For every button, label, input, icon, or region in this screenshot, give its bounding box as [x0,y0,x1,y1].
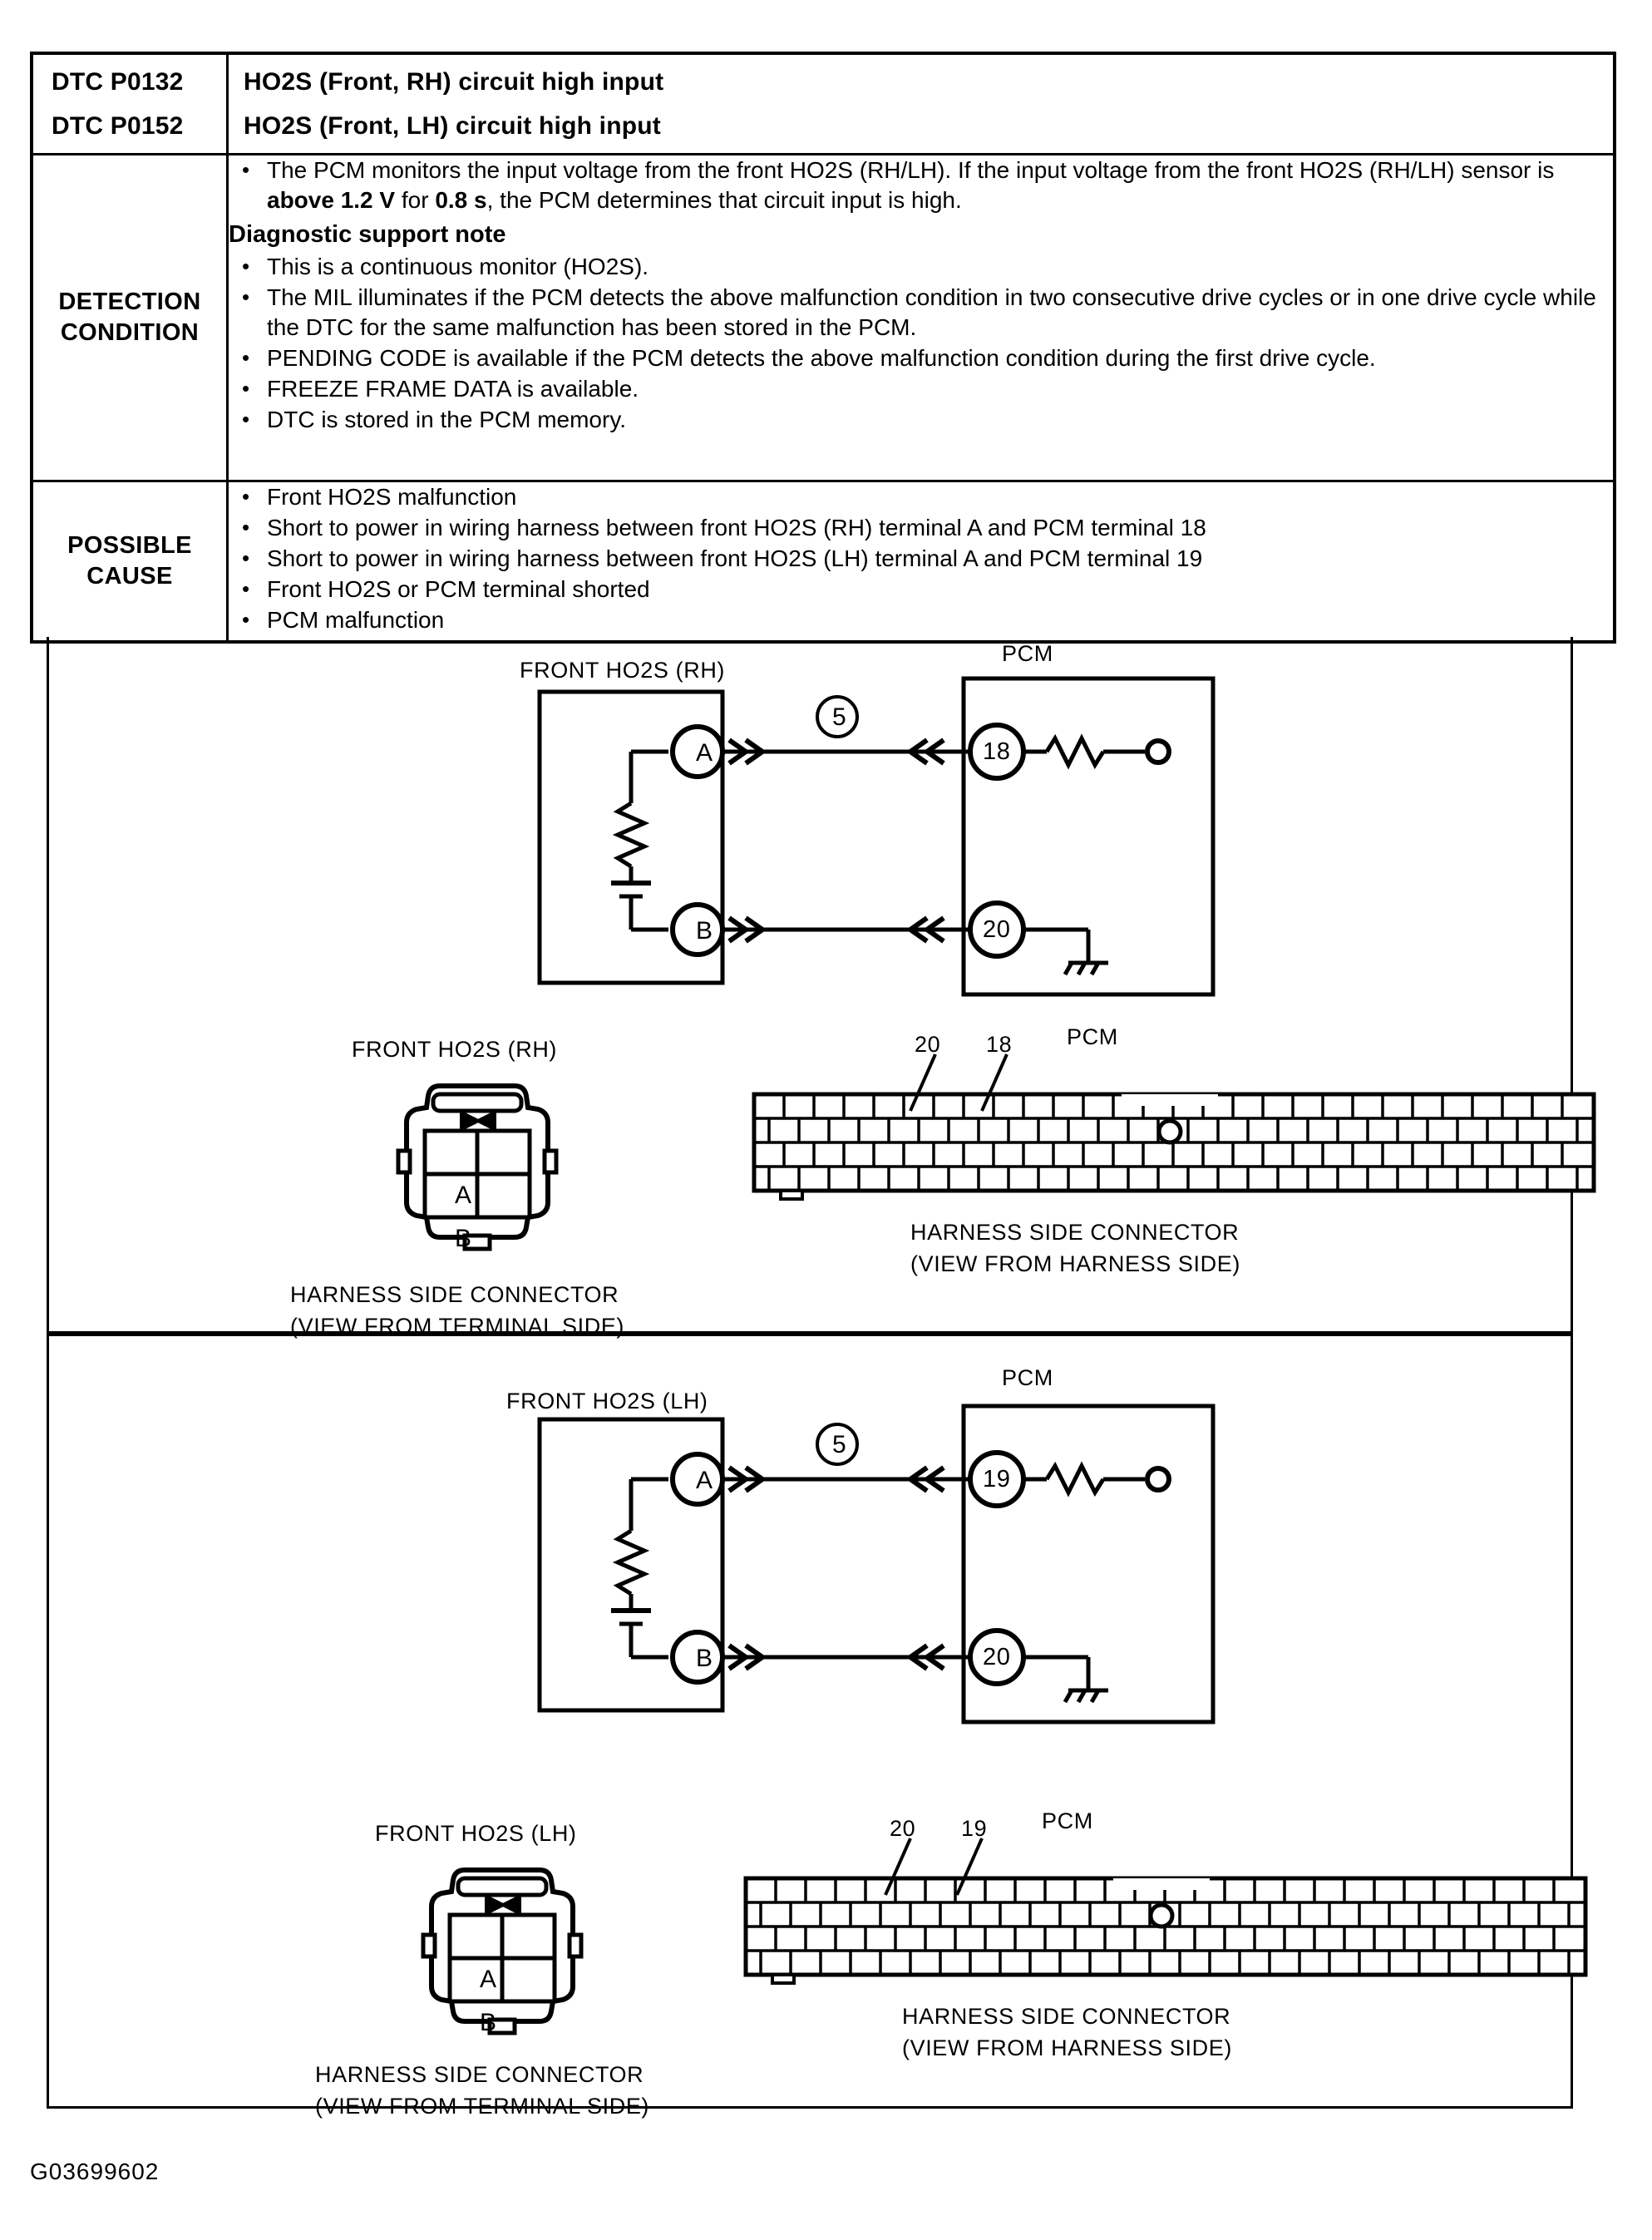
lh-ground-symbol [1065,1690,1108,1702]
list-item: • DTC is stored in the PCM memory. [229,405,1613,435]
lh-terminal-a-label: A [696,1467,713,1494]
detection-label-line1: DETECTION [58,289,201,315]
lh-connector-pin-b-label: B [480,2009,497,2036]
lh-pcm-connector-title: PCM [1042,1808,1093,1833]
possible-cause-label-line2: CAUSE [86,563,173,590]
rh-pcm-open-terminal [1147,741,1169,762]
list-item: • This is a continuous monitor (HO2S). [229,252,1613,282]
lh-connector-caption-1: HARNESS SIDE CONNECTOR [315,2062,644,2087]
dtc-code-1: DTC P0132 [52,68,184,96]
lh-connector-latch [458,1878,546,1895]
rh-circuit-svg [49,637,1576,1028]
dtc-desc-2: HO2S (Front, LH) circuit high input [244,112,661,140]
dtc-code-cell [32,53,228,155]
detection-main-bold1: above 1.2 V [267,187,396,213]
lh-pcm-connector-caption-1: HARNESS SIDE CONNECTOR [902,2004,1231,2029]
table-row-dtc-codes [32,53,1615,155]
dtc-desc-1: HO2S (Front, RH) circuit high input [244,68,664,96]
rh-pcm-pin-ground-label: 20 [983,916,1011,943]
rh-pcm-pin-signal-label: 18 [983,738,1011,765]
wiring-diagram-rh [47,637,1573,1339]
lh-pcm-callout-right: 19 [961,1816,988,1841]
rh-pcm-title: PCM [1002,641,1053,666]
possible-cause-list [229,482,1613,635]
list-item: • Front HO2S or PCM terminal shorted [229,575,1613,604]
table-row-detection-condition [32,155,1615,481]
rh-pcm-connector-title: PCM [1067,1024,1118,1049]
rh-connector-caption-1: HARNESS SIDE CONNECTOR [290,1282,619,1307]
list-item: • PCM malfunction [229,605,1613,635]
lh-splice-number: 5 [832,1431,847,1458]
lh-pcm-callout-left: 20 [890,1816,916,1841]
possible-cause-label-cell [32,481,228,643]
detection-main-c: , the PCM determines that circuit input is high. [486,187,962,213]
lh-pcm-pin-ground-label: 20 [983,1644,1011,1670]
lh-connector-title: FRONT HO2S (LH) [375,1821,577,1846]
lh-pcm-connector-caption-2: (VIEW FROM HARNESS SIDE) [902,2035,1232,2060]
rh-pcm-callout-right: 18 [986,1032,1013,1057]
lh-circuit-svg [49,1364,1576,1764]
rh-sensor-title: FRONT HO2S (RH) [520,658,726,683]
rh-connector-title: FRONT HO2S (RH) [352,1037,558,1062]
lh-pcm-pin-signal-label: 19 [983,1466,1011,1493]
detection-main-a: The PCM monitors the input voltage from the front HO2S (RH/LH). If the input voltage from the front HO2S (RH/LH) sensor is [267,157,1555,183]
detection-condition-label-cell [32,155,228,481]
rh-connector-pin-b-label: B [455,1225,472,1252]
rh-ground-symbol [1065,963,1108,974]
dtc-table [30,52,1616,644]
lh-pcm-connector-keyway [1151,1905,1172,1927]
list-item: • PENDING CODE is available if the PCM detects the above malfunction condition during the first drive cycle. [229,343,1613,373]
list-item [229,155,1613,215]
diagnostic-support-note-heading: Diagnostic support note [229,221,506,248]
detection-main-b: for [395,187,436,213]
list-item: • FREEZE FRAME DATA is available. [229,374,1613,404]
lh-pcm-title: PCM [1002,1365,1053,1390]
rh-pcm-callout-left: 20 [915,1032,941,1057]
detection-condition-body [228,155,1615,481]
list-item: • Front HO2S malfunction [229,482,1613,512]
lh-connector-pin-grid [450,1915,555,2001]
rh-pcm-connector-caption-1: HARNESS SIDE CONNECTOR [910,1220,1240,1245]
rh-splice-number: 5 [832,703,847,731]
detection-main-bold2: 0.8 s [435,187,487,213]
lh-terminal-b-label: B [696,1645,713,1672]
rh-connectors-svg [49,1061,1576,1335]
table-row-possible-cause [32,481,1615,643]
lh-connector-caption-2: (VIEW FROM TERMINAL SIDE) [315,2094,650,2119]
lh-sensor-title: FRONT HO2S (LH) [506,1389,708,1414]
rh-pcm-connector-keyway [1159,1121,1181,1142]
lh-connectors-svg [49,1845,1576,2119]
footer-figure-code: G03699602 [30,2159,160,2184]
rh-terminal-a-label: A [696,739,713,767]
rh-connector-pin-a-label: A [455,1182,472,1209]
wiring-diagram-lh [47,1334,1573,2119]
list-item: • Short to power in wiring harness between front HO2S (LH) terminal A and PCM terminal 19 [229,544,1613,574]
possible-cause-body [228,481,1615,643]
diagnostic-support-note-list [229,252,1613,435]
dtc-code-2: DTC P0152 [52,112,184,140]
possible-cause-label-line1: POSSIBLE [67,532,192,559]
list-item: • The MIL illuminates if the PCM detects the above malfunction condition in two consecutive drive cycles or in one drive cycle while the DTC for the same malfunction has been stored in the PCM. [229,283,1613,343]
detection-label-line2: CONDITION [60,319,200,346]
rh-connector-pin-grid [425,1131,530,1217]
dtc-desc-cell [228,53,1615,155]
lh-connector-pin-a-label: A [480,1966,497,1993]
rh-terminal-b-label: B [696,917,713,945]
rh-pcm-connector-caption-2: (VIEW FROM HARNESS SIDE) [910,1251,1240,1276]
list-item: • Short to power in wiring harness between front HO2S (RH) terminal A and PCM terminal 18 [229,513,1613,543]
lh-pcm-open-terminal [1147,1468,1169,1490]
rh-connector-latch [433,1094,521,1111]
detection-main-list [229,155,1613,215]
rh-connector-caption-2: (VIEW FROM TERMINAL SIDE) [290,1314,625,1339]
